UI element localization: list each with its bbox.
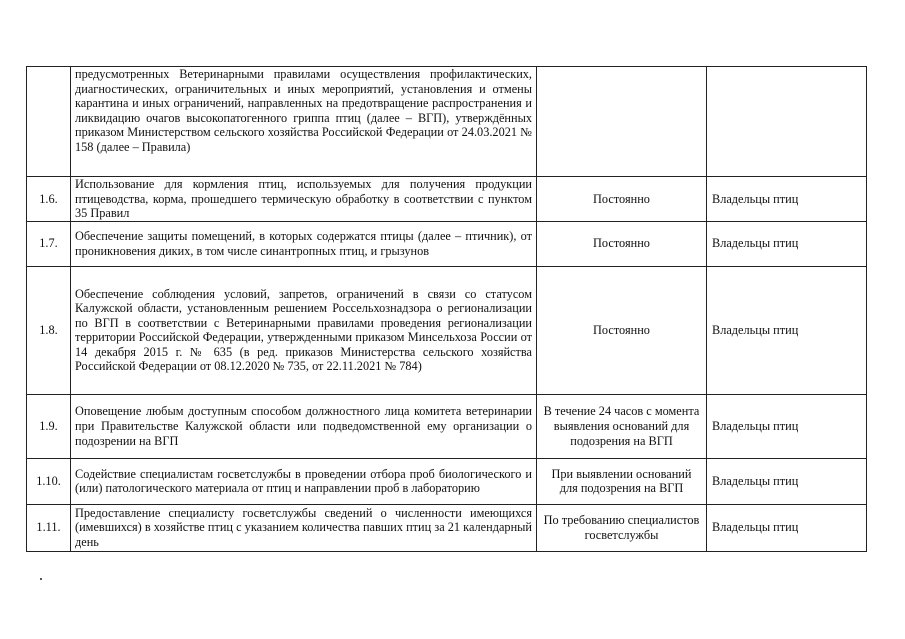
row-number: 1.6. xyxy=(27,177,71,222)
row-term: В течение 24 часов с момента выявления оснований для подозрения на ВГП xyxy=(537,394,707,458)
row-activity: Предоставление специалисту госветслужбы сведений о численности имеющихся (имевшихся) в хозяйстве птиц с указанием количества павших птиц за 21 календарный день xyxy=(71,504,537,551)
row-number: 1.10. xyxy=(27,458,71,504)
row-activity: Обеспечение защиты помещений, в которых содержатся птицы (далее – птичник), от проникновения диких, в том числе синантропных птиц, и грызунов xyxy=(71,221,537,266)
row-term: Постоянно xyxy=(537,177,707,222)
row-responsible: Владельцы птиц xyxy=(707,266,867,394)
row-activity: Обеспечение соблюдения условий, запретов, ограничений в связи со статусом Калужской области, установленным решением Россельхознадзора о регионализации по ВГП в соответствии с Ветеринарными правилами проведения регионализации территории Российской Федерации, утвержденными приказом Минсельхоза России от 14 декабря 2015 г. № 635 (в ред. приказов Министерства сельского хозяйства Российской Федерации от 08.12.2020 № 735, от 22.11.2021 № 784) xyxy=(71,266,537,394)
table-row xyxy=(27,458,867,504)
row-number: 1.9. xyxy=(27,394,71,458)
row-term: Постоянно xyxy=(537,266,707,394)
table-row xyxy=(27,177,867,222)
row-number xyxy=(27,67,71,177)
table-row xyxy=(27,67,867,177)
row-term: При выявлении оснований для подозрения на ВГП xyxy=(537,458,707,504)
row-responsible: Владельцы птиц xyxy=(707,394,867,458)
row-activity: предусмотренных Ветеринарными правилами осуществления профилактических, диагностических, ограничительных и иных мероприятий, установления и отмены карантина и иных ограничений, направленных на предотвращение распространения и ликвидацию очагов высокопатогенного гриппа птиц (далее – ВГП), утверждённых приказом Министерством сельского хозяйства Российской Федерации от 24.03.2021 № 158 (далее – Правила) xyxy=(71,67,537,177)
row-activity: Содействие специалистам госветслужбы в проведении отбора проб биологического и (или) патологического материала от птиц и направлении проб в лабораторию xyxy=(71,458,537,504)
scan-speck xyxy=(40,578,42,580)
table-row xyxy=(27,394,867,458)
row-term: По требованию специалистов госветслужбы xyxy=(537,504,707,551)
row-activity: Оповещение любым доступным способом должностного лица комитета ветеринарии при Правительстве Калужской области или подведомственной ему организации о подозрении на ВГП xyxy=(71,394,537,458)
measures-table xyxy=(26,66,867,552)
row-responsible: Владельцы птиц xyxy=(707,504,867,551)
row-responsible: Владельцы птиц xyxy=(707,177,867,222)
row-term: Постоянно xyxy=(537,221,707,266)
row-activity: Использование для кормления птиц, используемых для получения продукции птицеводства, корма, прошедшего термическую обработку в соответствии с пунктом 35 Правил xyxy=(71,177,537,222)
table-row xyxy=(27,504,867,551)
row-number: 1.8. xyxy=(27,266,71,394)
row-responsible: Владельцы птиц xyxy=(707,221,867,266)
table-row xyxy=(27,221,867,266)
row-responsible xyxy=(707,67,867,177)
table-row xyxy=(27,266,867,394)
row-number: 1.11. xyxy=(27,504,71,551)
row-number: 1.7. xyxy=(27,221,71,266)
row-term xyxy=(537,67,707,177)
row-responsible: Владельцы птиц xyxy=(707,458,867,504)
